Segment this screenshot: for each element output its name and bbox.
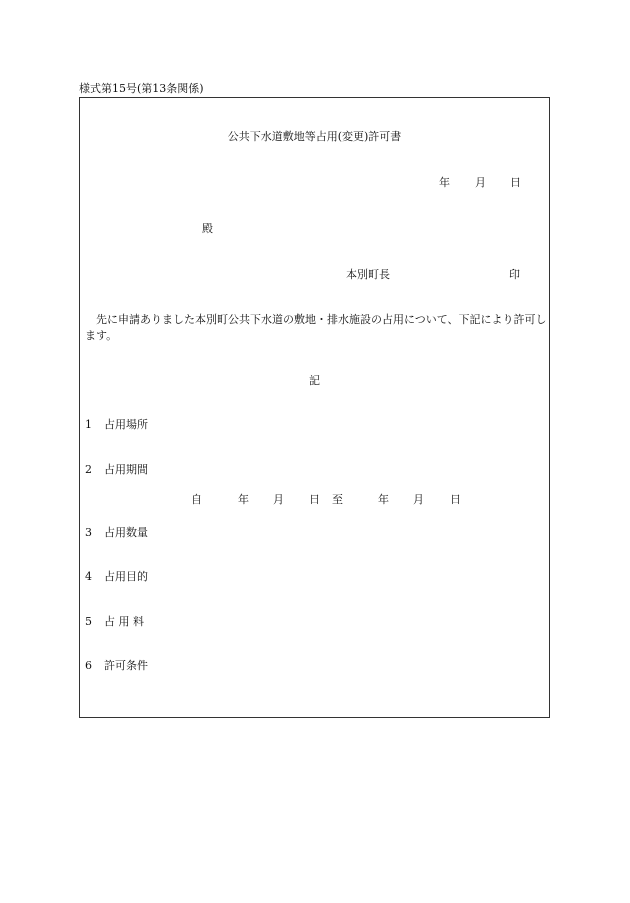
item-label-permit-conditions: 許可条件: [104, 659, 148, 672]
period-to-label: 至: [332, 493, 343, 506]
item-number: 4: [85, 570, 92, 583]
item-number: 6: [85, 659, 92, 672]
item-label-occupancy-location: 占用場所: [104, 418, 148, 431]
period-from-day: 日: [309, 493, 320, 506]
document-title: 公共下水道敷地等占用(変更)許可書: [227, 130, 402, 143]
period-from-year: 年: [238, 493, 249, 506]
permit-body-text: 先に申請ありました本別町公共下水道の敷地・排水施設の占用について、下記により許可します。: [85, 313, 547, 342]
item-label-occupancy-period: 占用期間: [104, 463, 148, 476]
period-from-month: 月: [273, 493, 284, 506]
ki-heading: 記: [309, 374, 320, 387]
item-label-occupancy-quantity: 占用数量: [104, 526, 148, 539]
date-year-label: 年: [439, 176, 450, 189]
item-label-occupancy-purpose: 占用目的: [104, 570, 148, 583]
period-to-day: 日: [450, 493, 461, 506]
permit-form-frame: [79, 97, 550, 718]
item-number: 1: [85, 418, 92, 431]
date-day-label: 日: [510, 176, 521, 189]
item-number: 3: [85, 526, 92, 539]
item-number: 2: [85, 463, 92, 476]
date-month-label: 月: [475, 176, 486, 189]
issuer-name: 本別町長: [346, 268, 390, 281]
item-number: 5: [85, 615, 92, 628]
period-to-year: 年: [378, 493, 389, 506]
period-from-label: 自: [191, 493, 202, 506]
seal-mark: 印: [509, 268, 520, 281]
period-to-month: 月: [413, 493, 424, 506]
item-label-occupancy-fee: 占 用 料: [104, 615, 144, 628]
addressee-suffix: 殿: [202, 222, 213, 235]
form-number-label: 様式第15号(第13条関係): [79, 82, 204, 95]
